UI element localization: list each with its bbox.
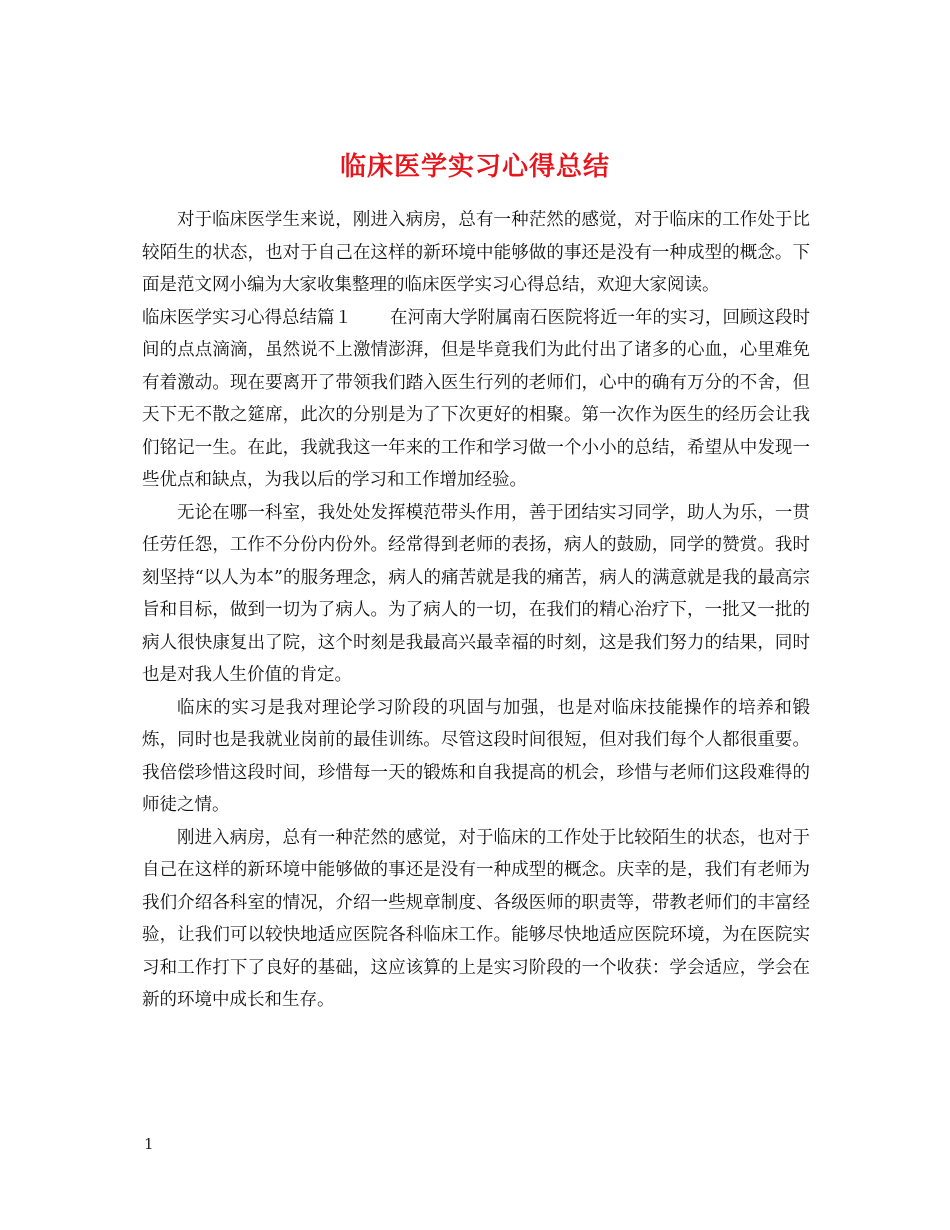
paragraph-role-model: 无论在哪一科室，我处处发挥模范带头作用，善于团结实习同学，助人为乐，一贯任劳任怨，工作不分份内份外。经常得到老师的表扬，病人的鼓励，同学的赞赏。我时刻坚持“以人为本”的服务理念，病人的痛苦就是我的痛苦，病人的满意就是我的最高宗旨和目标，做到一切为了病人。为了病人的一切，在我们的精心治疗下，一批又一批的病人很快康复出了院，这个时刻是我最高兴最幸福的时刻，这是我们努力的结果，同时也是对我人生价值的肯定。 — [142, 502, 810, 685]
section-1 — [142, 302, 810, 497]
section-heading: 临床医学实习心得总结篇１ — [142, 307, 352, 328]
paragraph-clinical-practice: 临床的实习是我对理论学习阶段的巩固与加强，也是对临床技能操作的培养和锻炼，同时也是我就业岗前的最佳训练。尽管这段时间很短，但对我们每个人都很重要。我倍偿珍惜这段时间，珍惜每一天的锻炼和自我提高的机会，珍惜与老师们这段难得的师徒之情。 — [142, 697, 810, 815]
document-body — [142, 204, 810, 1017]
paragraph-intro: 对于临床医学生来说，刚进入病房，总有一种茫然的感觉，对于临床的工作处于比较陌生的状态，也对于自己在这样的新环境中能够做的事还是没有一种成型的概念。下面是范文网小编为大家收集整理的临床医学实习心得总结，欢迎大家阅读。 — [142, 210, 810, 295]
section-text: 在河南大学附属南石医院将近一年的实习，回顾这段时间的点点滴滴，虽然说不上激情澎湃，但是毕竟我们为此付出了诸多的心血，心里难免有着激动。现在要离开了带领我们踏入医生行列的老师们，心中的确有万分的不舍，但天下无不散之筵席，此次的分别是为了下次更好的相聚。第一次作为医生的经历会让我们铭记一生。在此，我就我这一年来的工作和学习做一个小小的总结，希望从中发现一些优点和缺点，为我以后的学习和工作增加经验。 — [142, 307, 810, 490]
page-number: 1 — [144, 1135, 154, 1153]
paragraph-adaptation: 刚进入病房，总有一种茫然的感觉，对于临床的工作处于比较陌生的状态，也对于自己在这样的新环境中能够做的事还是没有一种成型的概念。庆幸的是，我们有老师为我们介绍各科室的情况，介绍一些规章制度、各级医师的职责等，带教老师们的丰富经验，让我们可以较快地适应医院各科临床工作。能够尽快地适应医院环境，为在医院实习和工作打下了良好的基础，这应该算的上是实习阶段的一个收获：学会适应，学会在新的环境中成长和生存。 — [142, 827, 810, 1010]
document-title: 临床医学实习心得总结 — [339, 152, 610, 183]
